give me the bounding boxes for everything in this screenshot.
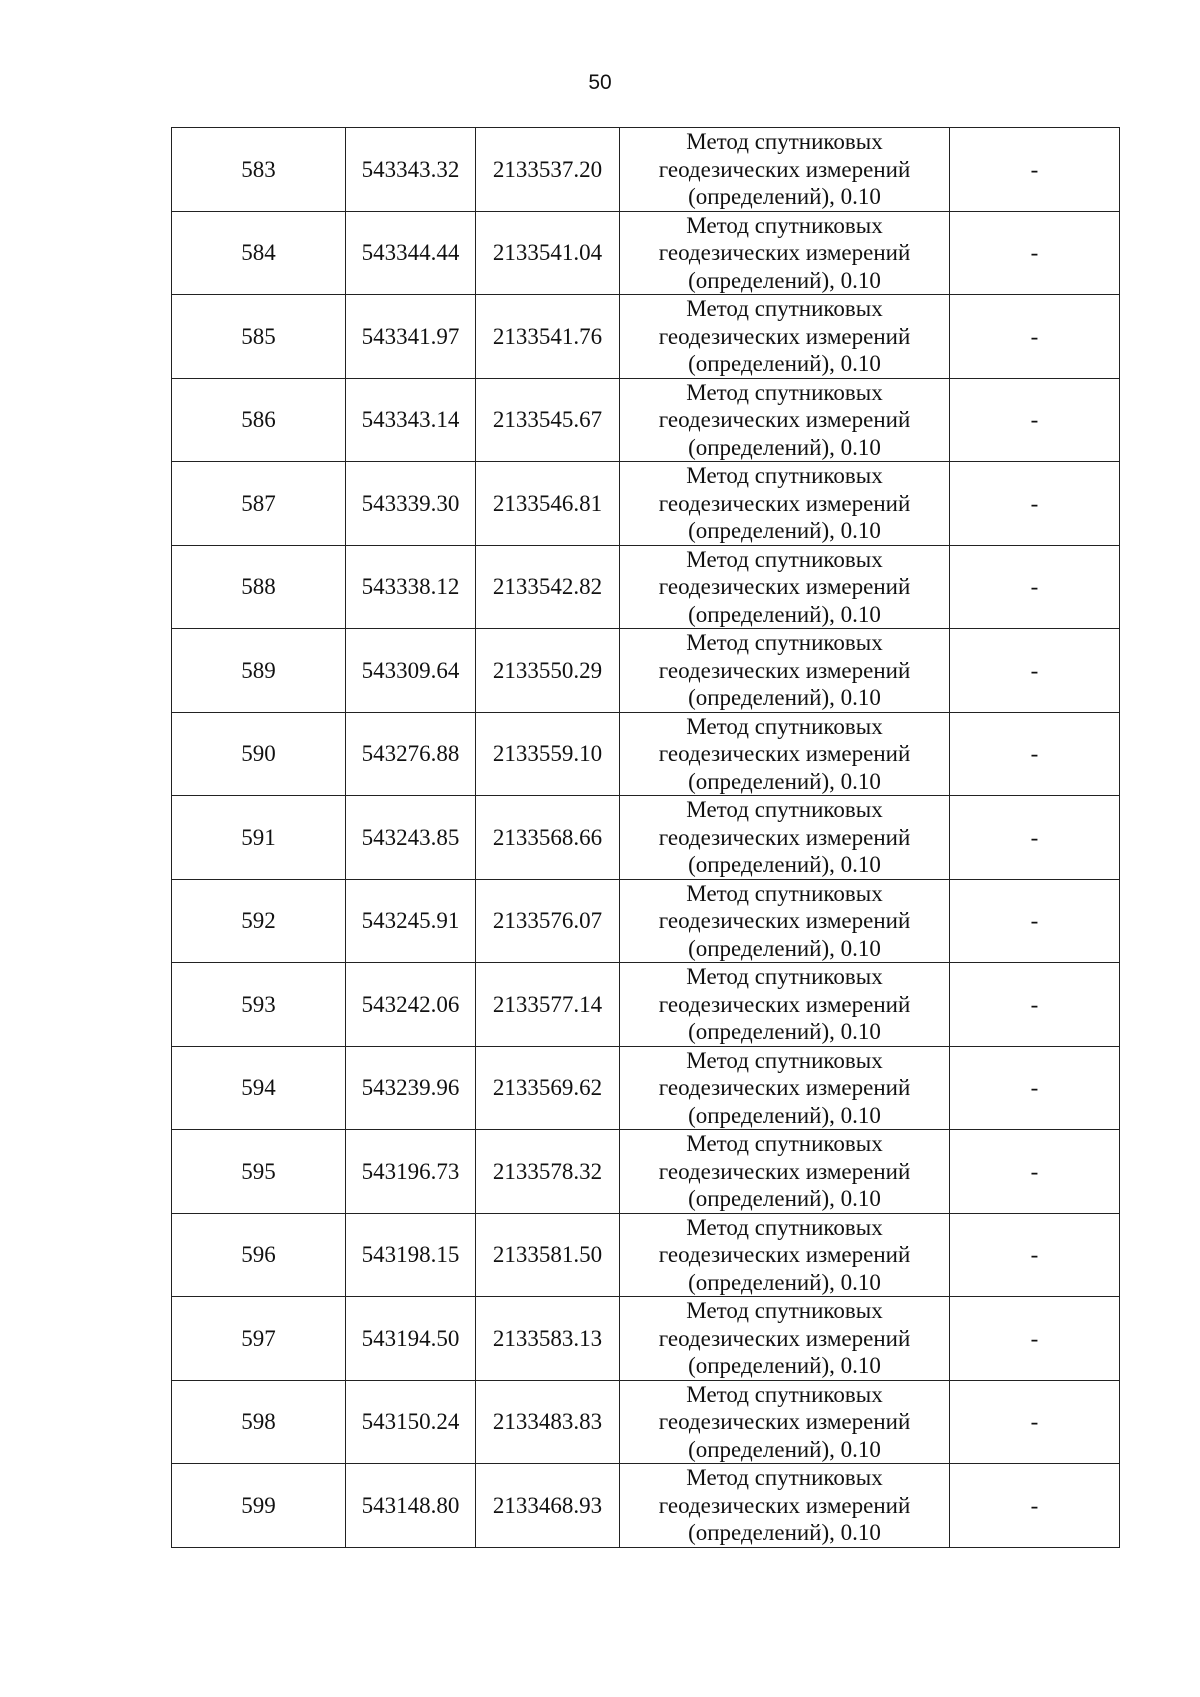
point-number-cell: 599 (172, 1464, 346, 1548)
method-line: геодезических измерений (658, 156, 911, 182)
method-line: Метод спутниковых (686, 1131, 883, 1156)
y-coordinate-cell: 2133542.82 (476, 545, 620, 629)
x-coordinate-cell: 543309.64 (346, 629, 476, 713)
x-coordinate-cell: 543245.91 (346, 879, 476, 963)
note-cell: - (950, 462, 1120, 546)
x-coordinate-cell: 543339.30 (346, 462, 476, 546)
note-cell: - (950, 128, 1120, 212)
method-line: (определений), 0.10 (688, 434, 881, 460)
table-row (172, 1130, 1120, 1214)
point-number-cell: 586 (172, 378, 346, 462)
method-line: геодезических измерений (658, 908, 911, 933)
coordinates-table (171, 127, 1120, 1548)
method-cell (620, 629, 950, 713)
y-coordinate-cell: 2133545.67 (476, 378, 620, 462)
point-number-cell: 589 (172, 629, 346, 713)
table-row (172, 1464, 1120, 1548)
note-cell: - (950, 211, 1120, 295)
x-coordinate-cell: 543276.88 (346, 712, 476, 796)
note-cell: - (950, 378, 1120, 462)
table-row (172, 963, 1120, 1047)
method-line: (определений), 0.10 (688, 1269, 881, 1295)
method-line: геодезических измерений (658, 323, 911, 349)
point-number-cell: 597 (172, 1297, 346, 1381)
x-coordinate-cell: 543196.73 (346, 1130, 476, 1214)
method-line: (определений), 0.10 (688, 1436, 881, 1462)
table-row (172, 1046, 1120, 1130)
note-cell: - (950, 1464, 1120, 1548)
table-row (172, 1213, 1120, 1297)
method-line: геодезических измерений (658, 657, 911, 683)
table-row (172, 879, 1120, 963)
y-coordinate-cell: 2133569.62 (476, 1046, 620, 1130)
method-line: Метод спутниковых (686, 212, 883, 238)
method-line: (определений), 0.10 (688, 351, 881, 376)
y-coordinate-cell: 2133576.07 (476, 879, 620, 963)
y-coordinate-cell: 2133577.14 (476, 963, 620, 1047)
method-line: (определений), 0.10 (688, 184, 881, 209)
note-cell: - (950, 1046, 1120, 1130)
method-cell (620, 1130, 950, 1214)
method-line: геодезических измерений (658, 1492, 911, 1518)
method-line: геодезических измерений (658, 407, 911, 432)
x-coordinate-cell: 543194.50 (346, 1297, 476, 1381)
table-row (172, 545, 1120, 629)
page-number: 50 (588, 71, 612, 94)
x-coordinate-cell: 543198.15 (346, 1213, 476, 1297)
method-line: (определений), 0.10 (688, 1102, 881, 1128)
method-line: геодезических измерений (658, 240, 911, 265)
table-row (172, 629, 1120, 713)
method-line: геодезических измерений (658, 1409, 911, 1434)
point-number-cell: 595 (172, 1130, 346, 1214)
method-line: Метод спутниковых (686, 630, 883, 655)
table-row (172, 1297, 1120, 1381)
method-line: (определений), 0.10 (688, 1019, 881, 1044)
method-cell (620, 545, 950, 629)
method-cell (620, 462, 950, 546)
point-number-cell: 584 (172, 211, 346, 295)
y-coordinate-cell: 2133546.81 (476, 462, 620, 546)
point-number-cell: 585 (172, 295, 346, 379)
method-line: (определений), 0.10 (688, 935, 881, 961)
note-cell: - (950, 963, 1120, 1047)
table-body (172, 128, 1120, 1548)
method-line: геодезических измерений (658, 1325, 911, 1351)
note-cell: - (950, 545, 1120, 629)
note-cell: - (950, 879, 1120, 963)
method-cell (620, 1380, 950, 1464)
x-coordinate-cell: 543243.85 (346, 796, 476, 880)
point-number-cell: 596 (172, 1213, 346, 1297)
y-coordinate-cell: 2133541.76 (476, 295, 620, 379)
method-line: (определений), 0.10 (688, 1353, 881, 1378)
table-row (172, 1380, 1120, 1464)
method-line: геодезических измерений (658, 1075, 911, 1100)
method-line: (определений), 0.10 (688, 518, 881, 543)
y-coordinate-cell: 2133583.13 (476, 1297, 620, 1381)
point-number-cell: 598 (172, 1380, 346, 1464)
method-cell (620, 712, 950, 796)
method-line: (определений), 0.10 (688, 601, 881, 627)
method-line: Метод спутниковых (686, 1381, 883, 1407)
note-cell: - (950, 629, 1120, 713)
method-line: Метод спутниковых (686, 296, 883, 321)
y-coordinate-cell: 2133537.20 (476, 128, 620, 212)
method-cell (620, 378, 950, 462)
method-line: Метод спутниковых (686, 1298, 883, 1323)
method-cell (620, 1046, 950, 1130)
method-line: Метод спутниковых (686, 463, 883, 488)
method-line: геодезических измерений (658, 1242, 911, 1267)
method-cell (620, 1297, 950, 1381)
table-row (172, 378, 1120, 462)
method-line: Метод спутниковых (686, 713, 883, 739)
point-number-cell: 590 (172, 712, 346, 796)
y-coordinate-cell: 2133581.50 (476, 1213, 620, 1297)
method-line: (определений), 0.10 (688, 852, 881, 877)
point-number-cell: 583 (172, 128, 346, 212)
method-line: геодезических измерений (658, 574, 911, 599)
method-cell (620, 963, 950, 1047)
point-number-cell: 594 (172, 1046, 346, 1130)
point-number-cell: 587 (172, 462, 346, 546)
point-number-cell: 593 (172, 963, 346, 1047)
note-cell: - (950, 295, 1120, 379)
method-cell (620, 295, 950, 379)
method-line: Метод спутниковых (686, 964, 883, 989)
point-number-cell: 592 (172, 879, 346, 963)
method-line: Метод спутниковых (686, 129, 883, 154)
note-cell: - (950, 1297, 1120, 1381)
method-line: геодезических измерений (658, 824, 911, 850)
x-coordinate-cell: 543239.96 (346, 1046, 476, 1130)
method-line: Метод спутниковых (686, 1465, 883, 1490)
method-line: геодезических измерений (658, 991, 911, 1017)
method-line: Метод спутниковых (686, 797, 883, 822)
method-cell (620, 128, 950, 212)
method-line: Метод спутниковых (686, 546, 883, 572)
y-coordinate-cell: 2133578.32 (476, 1130, 620, 1214)
point-number-cell: 588 (172, 545, 346, 629)
method-cell (620, 796, 950, 880)
method-line: геодезических измерений (658, 741, 911, 766)
x-coordinate-cell: 543344.44 (346, 211, 476, 295)
x-coordinate-cell: 543341.97 (346, 295, 476, 379)
method-line: (определений), 0.10 (688, 768, 881, 794)
x-coordinate-cell: 543338.12 (346, 545, 476, 629)
note-cell: - (950, 1380, 1120, 1464)
table-row (172, 796, 1120, 880)
note-cell: - (950, 712, 1120, 796)
point-number-cell: 591 (172, 796, 346, 880)
method-cell (620, 1464, 950, 1548)
x-coordinate-cell: 543343.32 (346, 128, 476, 212)
x-coordinate-cell: 543242.06 (346, 963, 476, 1047)
method-line: Метод спутниковых (686, 1047, 883, 1073)
note-cell: - (950, 1130, 1120, 1214)
method-line: Метод спутниковых (686, 880, 883, 906)
method-line: геодезических измерений (658, 1158, 911, 1184)
y-coordinate-cell: 2133568.66 (476, 796, 620, 880)
y-coordinate-cell: 2133468.93 (476, 1464, 620, 1548)
table-row (172, 211, 1120, 295)
y-coordinate-cell: 2133483.83 (476, 1380, 620, 1464)
x-coordinate-cell: 543148.80 (346, 1464, 476, 1548)
method-line: (определений), 0.10 (688, 685, 881, 710)
method-line: Метод спутниковых (686, 1214, 883, 1240)
y-coordinate-cell: 2133550.29 (476, 629, 620, 713)
method-cell (620, 879, 950, 963)
note-cell: - (950, 796, 1120, 880)
table-row (172, 295, 1120, 379)
method-cell (620, 1213, 950, 1297)
table-row (172, 128, 1120, 212)
method-line: Метод спутниковых (686, 379, 883, 405)
method-line: (определений), 0.10 (688, 267, 881, 293)
method-line: геодезических измерений (658, 490, 911, 516)
x-coordinate-cell: 543343.14 (346, 378, 476, 462)
method-cell (620, 211, 950, 295)
method-line: (определений), 0.10 (688, 1520, 881, 1545)
y-coordinate-cell: 2133559.10 (476, 712, 620, 796)
table-row (172, 712, 1120, 796)
y-coordinate-cell: 2133541.04 (476, 211, 620, 295)
x-coordinate-cell: 543150.24 (346, 1380, 476, 1464)
method-line: (определений), 0.10 (688, 1186, 881, 1211)
table-row (172, 462, 1120, 546)
note-cell: - (950, 1213, 1120, 1297)
